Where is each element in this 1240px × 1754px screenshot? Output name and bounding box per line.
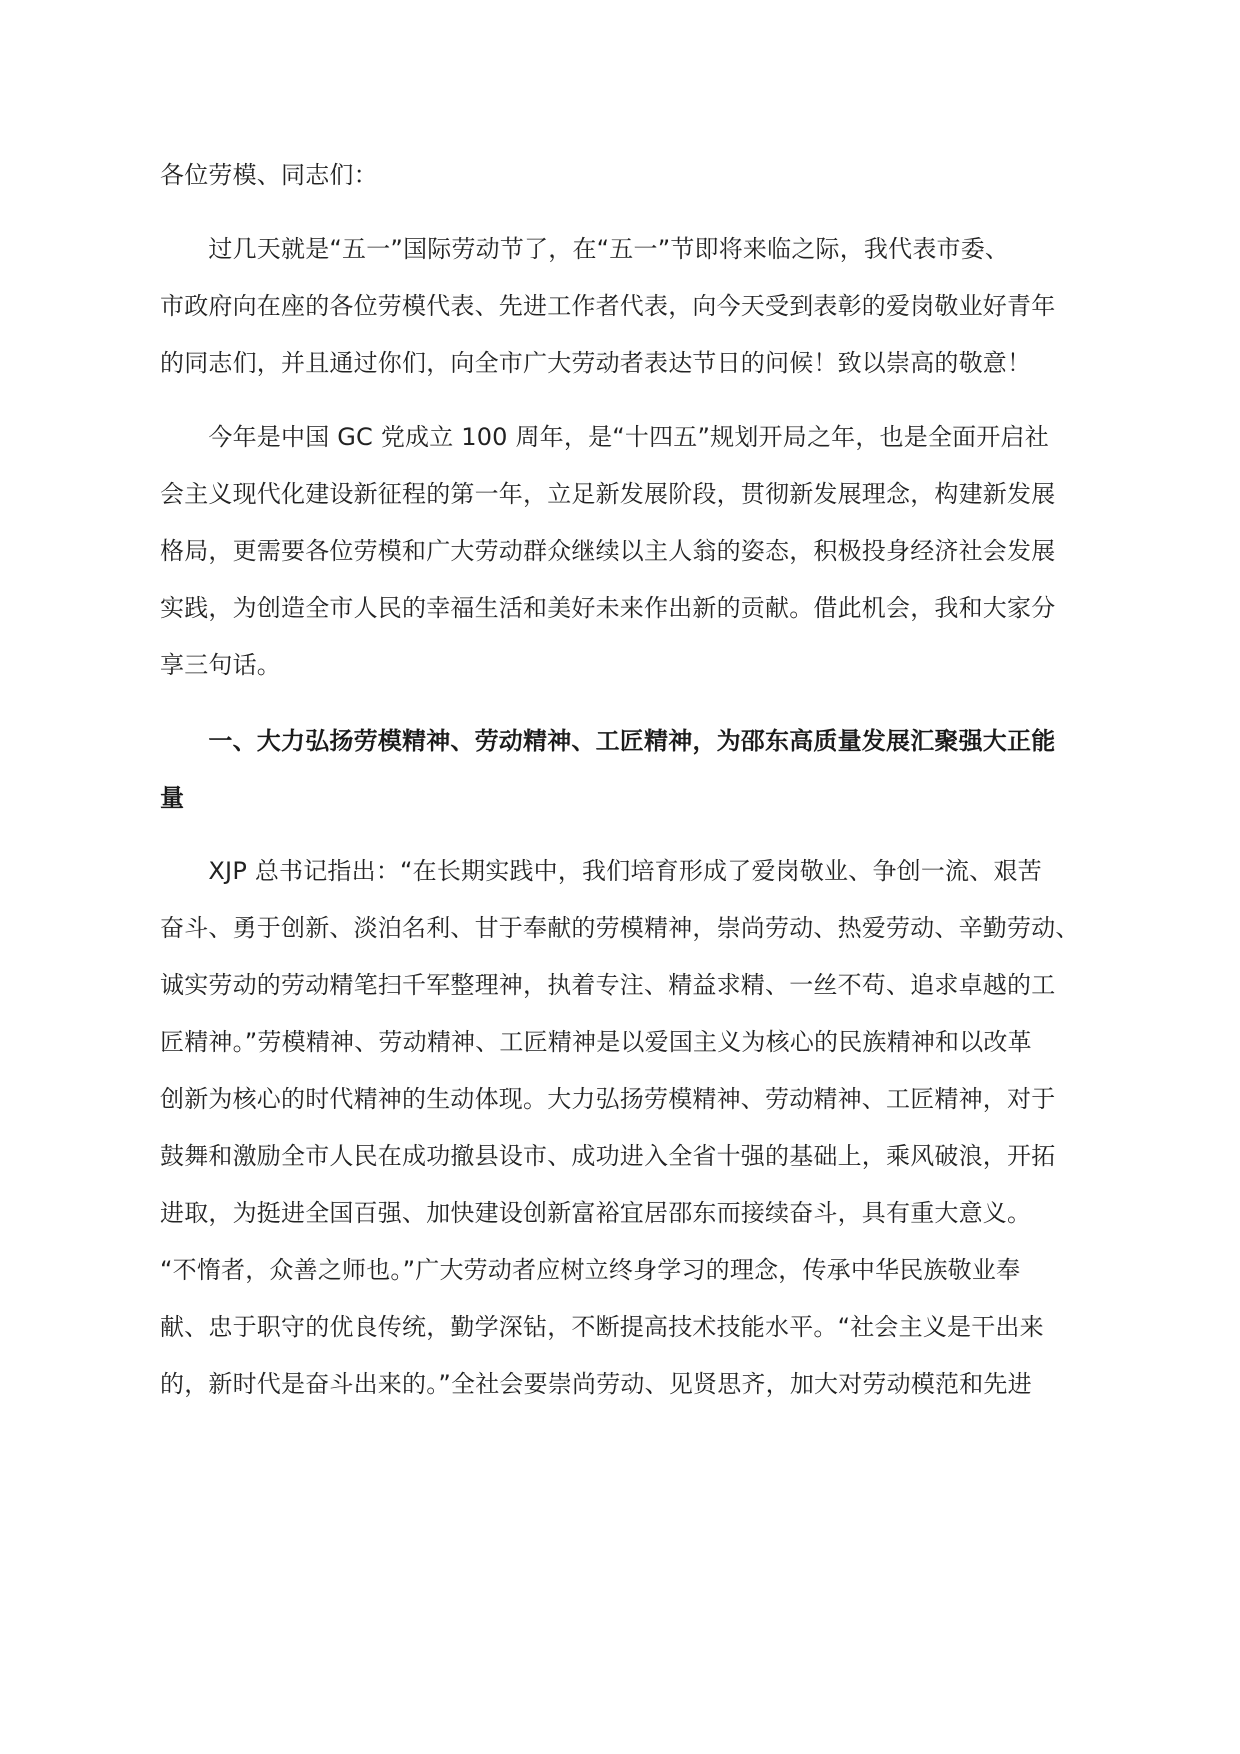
paragraph-3-line-4: 匠精神。”劳模精神、劳动精神、工匠精神是以爱国主义为核心的民族精神和以改革 bbox=[160, 1028, 1032, 1056]
paragraph-3-line-1: XJP 总书记指出：“在长期实践中，我们培育形成了爱岗敬业、争创一流、艰苦 bbox=[160, 857, 1042, 885]
greeting: 各位劳模、同志们： bbox=[160, 161, 378, 189]
paragraph-3-line-5: 创新为核心的时代精神的生动体现。大力弘扬劳模精神、劳动精神、工匠精神，对于 bbox=[160, 1085, 1056, 1113]
paragraph-2-line-5: 享三句话。 bbox=[160, 651, 281, 679]
paragraph-2-line-4: 实践，为创造全市人民的幸福生活和美好未来作出新的贡献。借此机会，我和大家分 bbox=[160, 594, 1056, 622]
paragraph-2-line-3: 格局，更需要各位劳模和广大劳动群众继续以主人翁的姿态，积极投身经济社会发展 bbox=[160, 537, 1056, 565]
paragraph-3-line-3: 诚实劳动的劳动精笔扫千军整理神，执着专注、精益求精、一丝不苟、追求卓越的工 bbox=[160, 971, 1056, 999]
section-heading-line-1: 一、大力弘扬劳模精神、劳动精神、工匠精神，为邵东高质量发展汇聚强大正能 bbox=[160, 727, 1056, 755]
paragraph-2-line-2: 会主义现代化建设新征程的第一年，立足新发展阶段，贯彻新发展理念，构建新发展 bbox=[160, 480, 1056, 508]
paragraph-1-line-1: 过几天就是“五一”国际劳动节了，在“五一”节即将来临之际，我代表市委、 bbox=[160, 235, 1010, 263]
paragraph-1-line-3: 的同志们，并且通过你们，向全市广大劳动者表达节日的问候！致以崇高的敬意！ bbox=[160, 349, 1032, 377]
paragraph-3-line-2: 奋斗、勇于创新、淡泊名利、甘于奉献的劳模精神，崇尚劳动、热爱劳动、辛勤劳动、 bbox=[160, 914, 1080, 942]
section-heading-line-2: 量 bbox=[160, 784, 185, 812]
paragraph-2-line-1: 今年是中国 GC 党成立 100 周年，是“十四五”规划开局之年，也是全面开启社 bbox=[160, 423, 1049, 451]
paragraph-3-line-10: 的，新时代是奋斗出来的。”全社会要崇尚劳动、见贤思齐，加大对劳动模范和先进 bbox=[160, 1370, 1032, 1398]
paragraph-3-line-6: 鼓舞和激励全市人民在成功撤县设市、成功进入全省十强的基础上，乘风破浪，开拓 bbox=[160, 1142, 1056, 1170]
paragraph-3-line-8: “不惰者，众善之师也。”广大劳动者应树立终身学习的理念，传承中华民族敬业奉 bbox=[160, 1256, 1021, 1284]
paragraph-3-line-7: 进取，为挺进全国百强、加快建设创新富裕宜居邵东而接续奋斗，具有重大意义。 bbox=[160, 1199, 1032, 1227]
paragraph-3-line-9: 献、忠于职守的优良传统，勤学深钻，不断提高技术技能水平。“社会主义是干出来 bbox=[160, 1313, 1044, 1341]
paragraph-1-line-2: 市政府向在座的各位劳模代表、先进工作者代表，向今天受到表彰的爱岗敬业好青年 bbox=[160, 292, 1056, 320]
